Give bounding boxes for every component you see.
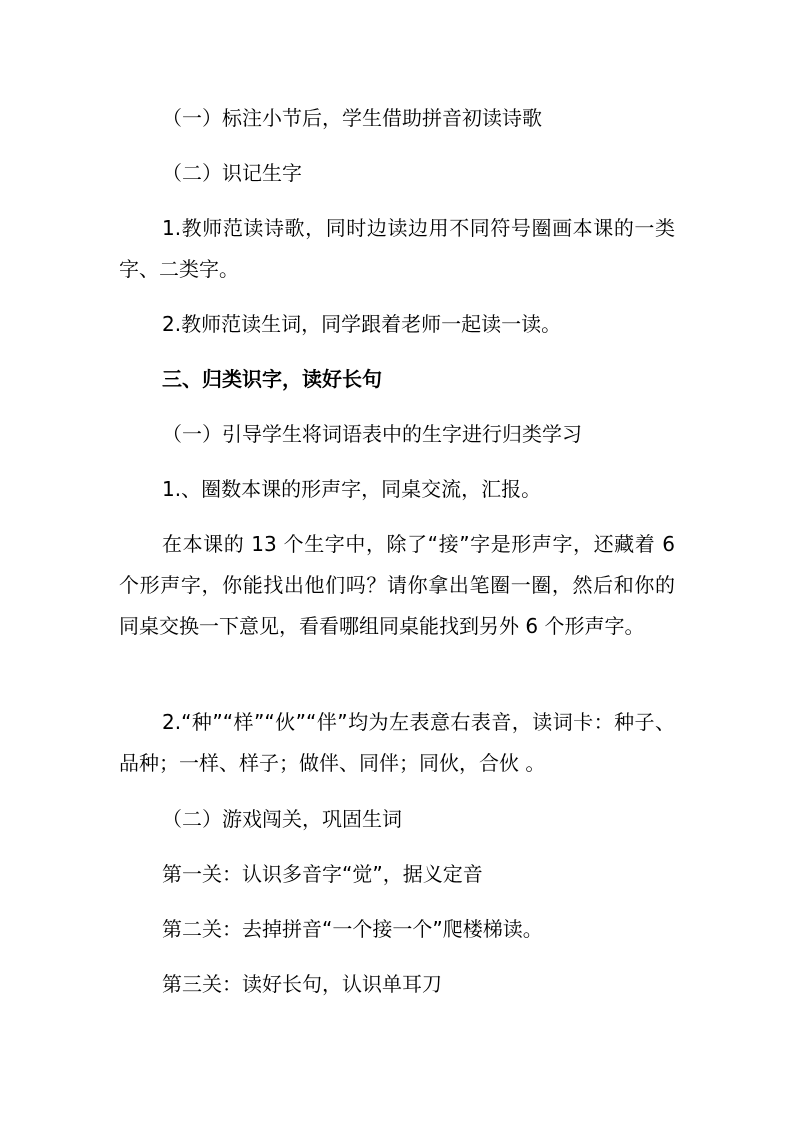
paragraph-level-one: 第一关：认识多音字“觉”，据义定音 xyxy=(162,862,483,886)
paragraph-game-levels: （二）游戏闯关，巩固生词 xyxy=(162,807,402,831)
paragraph-mark-stanzas: （一）标注小节后，学生借助拼音初读诗歌 xyxy=(162,106,542,130)
paragraph-guide-classification: （一）引导学生将词语表中的生字进行归类学习 xyxy=(162,422,582,446)
paragraph-level-two: 第二关：去掉拼音“一个接一个”爬楼梯读。 xyxy=(162,917,543,941)
paragraph-learn-characters: （二）识记生字 xyxy=(162,161,302,185)
paragraph-teacher-reads-poem: 1.教师范读诗歌，同时边读边用不同符号圈画本课的一类字、二类字。 xyxy=(119,216,675,281)
paragraph-teacher-reads-words: 2.教师范读生词，同学跟着老师一起读一读。 xyxy=(162,312,562,336)
paragraph-find-six-characters: 在本课的 13 个生字中，除了“接”字是形声字，还藏着 6 个形声字，你能找出他们吗？请你拿出笔圈一圈，然后和你的同桌交换一下意见，看看哪组同桌能找到另外 6 个形声字。 xyxy=(119,532,675,638)
paragraph-count-phono-semantic: 1.、圈数本课的形声字，同桌交流，汇报。 xyxy=(162,477,542,501)
section-heading-classify-characters: 三、归类识字，读好长句 xyxy=(162,367,382,391)
paragraph-level-three: 第三关：读好长句，认识单耳刀 xyxy=(162,972,442,996)
paragraph-word-cards: 2.“种”“样”“伙”“伴”均为左表意右表音，读词卡：种子、品种；一样、样子；做伴、同伴；同伙，合伙 。 xyxy=(119,710,675,775)
